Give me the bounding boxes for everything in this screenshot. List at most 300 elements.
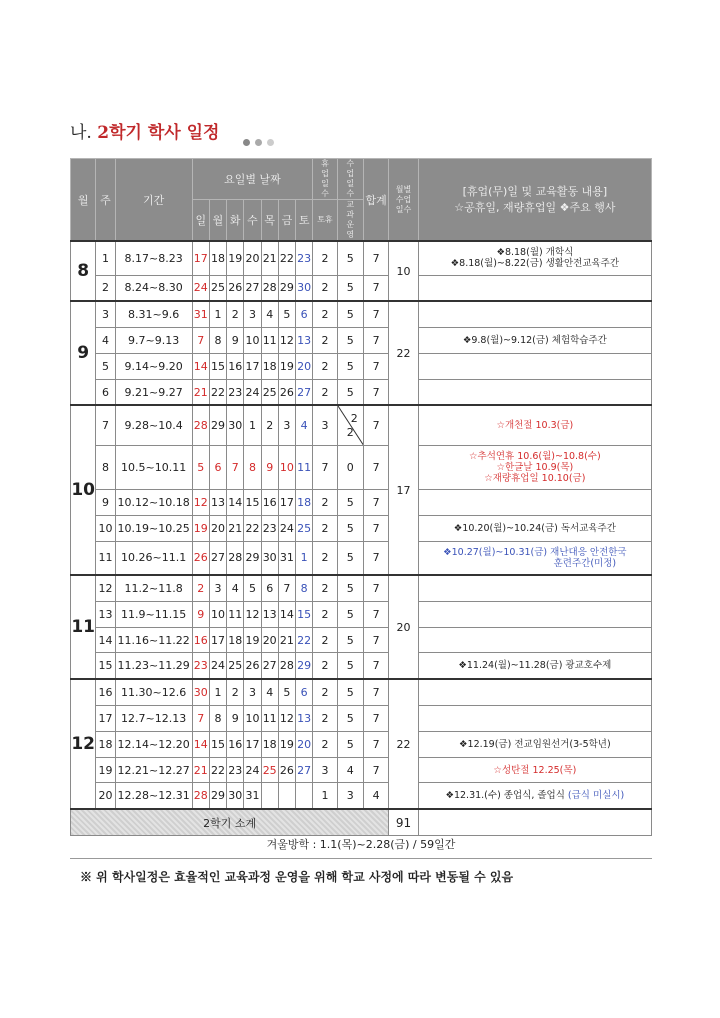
class-days-cell: 5 — [337, 601, 363, 627]
event-cell — [418, 301, 651, 327]
date-cell: 27 — [296, 757, 313, 783]
total-cell: 7 — [363, 515, 388, 541]
date-cell: 5 — [278, 679, 295, 705]
period-cell: 9.7~9.13 — [115, 328, 192, 354]
total-cell: 7 — [363, 653, 388, 679]
period-cell: 9.21~9.27 — [115, 379, 192, 405]
date-cell: 16 — [192, 627, 209, 653]
table-row — [71, 757, 652, 783]
total-cell: 7 — [363, 679, 388, 705]
date-cell: 20 — [296, 731, 313, 757]
date-cell: 20 — [261, 627, 278, 653]
date-cell: 23 — [227, 757, 244, 783]
date-cell: 21 — [227, 515, 244, 541]
section-title-text: 2학기 학사 일정 — [97, 123, 220, 143]
table-row — [71, 783, 652, 809]
date-cell: 3 — [278, 405, 295, 445]
date-cell: 9 — [261, 445, 278, 489]
period-cell: 12.7~12.13 — [115, 706, 192, 732]
class-days-cell: 4 — [337, 757, 363, 783]
week-cell: 9 — [96, 489, 115, 515]
week-cell: 18 — [96, 731, 115, 757]
date-cell: 20 — [244, 241, 261, 275]
class-days-cell: 5 — [337, 679, 363, 705]
date-cell: 6 — [209, 445, 226, 489]
section-title — [70, 118, 219, 143]
total-cell: 7 — [363, 489, 388, 515]
date-cell: 29 — [209, 783, 226, 809]
date-cell: 24 — [209, 653, 226, 679]
weekday-sat: 토 — [296, 200, 313, 242]
week-cell: 12 — [96, 575, 115, 601]
holiday-days-cell: 3 — [313, 757, 337, 783]
month-cell: 9 — [71, 301, 96, 405]
date-cell: 12 — [278, 706, 295, 732]
week-cell: 14 — [96, 627, 115, 653]
total-cell: 7 — [363, 241, 388, 275]
event-line: ❖8.18(월)~8.22(금) 생활안전교육주간 — [450, 258, 620, 270]
week-cell: 10 — [96, 515, 115, 541]
date-cell: 3 — [244, 679, 261, 705]
date-cell: 11 — [261, 706, 278, 732]
event-cell — [418, 601, 651, 627]
date-cell: 30 — [192, 679, 209, 705]
date-cell: 25 — [261, 757, 278, 783]
dot-1 — [243, 139, 250, 146]
date-cell: 8 — [209, 706, 226, 732]
month-cell: 11 — [71, 575, 96, 679]
date-cell: 11 — [227, 601, 244, 627]
date-cell: 2 — [192, 575, 209, 601]
date-cell: 1 — [296, 541, 313, 575]
event-text: ❖12.31.(수) 종업식, 졸업식 — [445, 790, 568, 802]
weekday-wed: 수 — [244, 200, 261, 242]
class-days-cell: 5 — [337, 275, 363, 301]
event-cell — [418, 541, 651, 575]
date-cell: 22 — [209, 757, 226, 783]
date-cell: 23 — [296, 241, 313, 275]
header-days-by-weekday: 요일별 날짜 — [192, 159, 313, 200]
date-cell: 19 — [192, 515, 209, 541]
week-cell: 6 — [96, 379, 115, 405]
date-cell: 2 — [227, 679, 244, 705]
total-cell: 7 — [363, 541, 388, 575]
date-cell: 18 — [261, 731, 278, 757]
total-cell: 7 — [363, 601, 388, 627]
table-row — [71, 731, 652, 757]
class-days-cell: 3 — [337, 783, 363, 809]
date-cell: 14 — [227, 489, 244, 515]
week-cell: 16 — [96, 679, 115, 705]
week-cell: 11 — [96, 541, 115, 575]
date-cell: 21 — [192, 757, 209, 783]
date-cell — [296, 783, 313, 809]
date-cell: 8 — [209, 328, 226, 354]
date-cell: 5 — [192, 445, 209, 489]
date-cell: 16 — [227, 353, 244, 379]
date-cell: 3 — [209, 575, 226, 601]
holiday-days-cell: 2 — [313, 601, 337, 627]
date-cell: 19 — [227, 241, 244, 275]
holiday-days-cell: 2 — [313, 328, 337, 354]
date-cell: 2 — [261, 405, 278, 445]
date-cell: 25 — [209, 275, 226, 301]
date-cell: 14 — [192, 353, 209, 379]
event-text-note: (급식 미실시) — [567, 790, 625, 802]
date-cell: 20 — [296, 353, 313, 379]
subtotal-label: 2학기 소계 — [71, 809, 389, 835]
week-cell: 20 — [96, 783, 115, 809]
holiday-days-cell: 2 — [313, 541, 337, 575]
period-cell: 9.28~10.4 — [115, 405, 192, 445]
period-cell: 12.28~12.31 — [115, 783, 192, 809]
date-cell: 18 — [296, 489, 313, 515]
date-cell: 6 — [296, 679, 313, 705]
total-cell: 7 — [363, 379, 388, 405]
holiday-days-cell: 2 — [313, 275, 337, 301]
event-cell — [418, 241, 651, 275]
header-content-line2: ☆공휴일, 재량휴업일 ❖주요 행사 — [454, 200, 616, 214]
week-cell: 2 — [96, 275, 115, 301]
date-cell: 1 — [244, 405, 261, 445]
period-cell: 10.26~11.1 — [115, 541, 192, 575]
total-cell: 7 — [363, 445, 388, 489]
period-cell: 11.9~11.15 — [115, 601, 192, 627]
class-days-cell: 5 — [337, 706, 363, 732]
holiday-days-cell: 2 — [313, 679, 337, 705]
event-line: ☆추석연휴 10.6(월)~10.8(수) — [469, 450, 601, 462]
event-cell — [418, 627, 651, 653]
date-cell: 8 — [296, 575, 313, 601]
holiday-days-cell: 2 — [313, 627, 337, 653]
date-cell: 23 — [227, 379, 244, 405]
date-cell: 11 — [296, 445, 313, 489]
date-cell: 29 — [244, 541, 261, 575]
week-cell: 19 — [96, 757, 115, 783]
total-cell: 4 — [363, 783, 388, 809]
header-monthly-text: 월별 수업 일수 — [395, 184, 412, 214]
date-cell: 21 — [192, 379, 209, 405]
period-cell: 8.24~8.30 — [115, 275, 192, 301]
date-cell: 15 — [296, 601, 313, 627]
event-cell — [418, 757, 651, 783]
holiday-days-cell: 2 — [313, 241, 337, 275]
subtotal-value: 91 — [389, 809, 418, 835]
period-cell: 12.21~12.27 — [115, 757, 192, 783]
date-cell: 6 — [261, 575, 278, 601]
class-days-cell: 5 — [337, 301, 363, 327]
date-cell: 24 — [192, 275, 209, 301]
date-cell: 27 — [261, 653, 278, 679]
date-cell: 19 — [244, 627, 261, 653]
date-cell: 22 — [244, 515, 261, 541]
total-cell: 7 — [363, 275, 388, 301]
period-cell: 9.14~9.20 — [115, 353, 192, 379]
header-period: 기간 — [115, 159, 192, 242]
period-cell: 10.5~10.11 — [115, 445, 192, 489]
date-cell: 28 — [192, 405, 209, 445]
date-cell: 31 — [244, 783, 261, 809]
header-sat-off: 토휴 — [313, 200, 337, 242]
date-cell: 3 — [244, 301, 261, 327]
event-line: ❖11.24(월)~11.28(금) 광교호수제 — [458, 660, 612, 672]
date-cell: 26 — [192, 541, 209, 575]
date-cell: 17 — [209, 627, 226, 653]
total-cell: 7 — [363, 627, 388, 653]
event-line: ❖8.18(월) 개학식 — [496, 247, 574, 259]
date-cell: 1 — [209, 301, 226, 327]
header-week: 주 — [96, 159, 115, 242]
class-days-cell: 5 — [337, 328, 363, 354]
winter-vacation: 겨울방학 : 1.1(목)~2.28(금) / 59일간 — [70, 832, 652, 859]
event-line: ❖9.8(월)~9.12(금) 체험학습주간 — [462, 334, 607, 346]
header-class-days-text: 수업일수 — [346, 159, 355, 198]
weekday-fri: 금 — [278, 200, 295, 242]
weekday-mon: 월 — [209, 200, 226, 242]
date-cell: 18 — [209, 241, 226, 275]
dot-2 — [255, 139, 262, 146]
date-cell: 17 — [278, 489, 295, 515]
table-row — [71, 328, 652, 354]
date-cell: 4 — [261, 301, 278, 327]
weekday-thu: 목 — [261, 200, 278, 242]
event-cell — [418, 445, 651, 489]
class-days-cell: 5 — [337, 353, 363, 379]
event-cell — [418, 275, 651, 301]
event-line: ☆한글날 10.9(목) — [496, 461, 574, 473]
table-row — [71, 706, 652, 732]
date-cell: 23 — [261, 515, 278, 541]
event-line: ☆성탄절 12.25(목) — [493, 764, 577, 776]
date-cell: 30 — [227, 783, 244, 809]
date-cell: 25 — [296, 515, 313, 541]
date-cell: 2 — [227, 301, 244, 327]
holiday-days-cell: 2 — [313, 353, 337, 379]
holiday-days-cell: 2 — [313, 379, 337, 405]
date-cell: 30 — [227, 405, 244, 445]
total-cell: 7 — [363, 706, 388, 732]
event-line: 훈련주간(미정) — [553, 557, 617, 569]
table-row — [71, 575, 652, 601]
total-cell: 7 — [363, 575, 388, 601]
date-cell: 26 — [278, 379, 295, 405]
total-cell: 7 — [363, 405, 388, 445]
holiday-days-cell: 2 — [313, 515, 337, 541]
date-cell: 14 — [192, 731, 209, 757]
event-line: ☆개천절 10.3(금) — [496, 420, 574, 432]
holiday-days-cell: 1 — [313, 783, 337, 809]
month-cell: 8 — [71, 241, 96, 301]
header-month: 월 — [71, 159, 96, 242]
period-cell: 8.17~8.23 — [115, 241, 192, 275]
header-monthly-class-days — [389, 159, 418, 242]
week-cell: 4 — [96, 328, 115, 354]
table-row — [71, 405, 652, 445]
date-cell: 29 — [278, 275, 295, 301]
total-cell: 7 — [363, 731, 388, 757]
date-cell: 12 — [278, 328, 295, 354]
date-cell: 21 — [261, 241, 278, 275]
date-cell: 29 — [209, 405, 226, 445]
section-prefix: 나. — [70, 123, 92, 143]
date-cell: 13 — [296, 328, 313, 354]
date-cell: 24 — [244, 757, 261, 783]
header-total: 합계 — [363, 159, 388, 242]
header-self-run — [337, 200, 363, 242]
table-row — [71, 515, 652, 541]
date-cell: 22 — [209, 379, 226, 405]
date-cell: 25 — [227, 653, 244, 679]
event-cell — [418, 706, 651, 732]
class-days-cell: 5 — [337, 489, 363, 515]
weekday-tue: 화 — [227, 200, 244, 242]
period-cell: 11.23~11.29 — [115, 653, 192, 679]
week-cell: 7 — [96, 405, 115, 445]
class-days-split-cell — [337, 405, 363, 445]
date-cell: 27 — [209, 541, 226, 575]
split-top: 2 — [350, 411, 358, 425]
event-line: ❖10.20(월)~10.24(금) 독서교육주간 — [453, 522, 616, 534]
date-cell: 10 — [278, 445, 295, 489]
date-cell: 10 — [244, 328, 261, 354]
class-days-cell: 5 — [337, 515, 363, 541]
holiday-days-cell: 2 — [313, 706, 337, 732]
split-bottom: 2 — [346, 425, 354, 439]
table-row — [71, 489, 652, 515]
week-cell: 1 — [96, 241, 115, 275]
date-cell: 9 — [192, 601, 209, 627]
period-cell: 10.12~10.18 — [115, 489, 192, 515]
date-cell: 13 — [261, 601, 278, 627]
total-cell: 7 — [363, 353, 388, 379]
event-cell — [418, 731, 651, 757]
event-cell — [418, 489, 651, 515]
class-days-cell: 5 — [337, 379, 363, 405]
date-cell: 10 — [244, 706, 261, 732]
date-cell: 23 — [192, 653, 209, 679]
table-row — [71, 627, 652, 653]
event-line: ❖12.19(금) 전교임원선거(3-5학년) — [459, 738, 611, 750]
date-cell: 13 — [296, 706, 313, 732]
date-cell: 16 — [227, 731, 244, 757]
date-cell: 5 — [278, 301, 295, 327]
date-cell: 22 — [296, 627, 313, 653]
week-cell: 3 — [96, 301, 115, 327]
event-cell — [418, 328, 651, 354]
period-cell: 10.19~10.25 — [115, 515, 192, 541]
holiday-days-cell: 2 — [313, 731, 337, 757]
date-cell: 26 — [244, 653, 261, 679]
weekday-sun: 일 — [192, 200, 209, 242]
week-cell: 8 — [96, 445, 115, 489]
date-cell: 19 — [278, 731, 295, 757]
table-row — [71, 379, 652, 405]
date-cell: 10 — [209, 601, 226, 627]
date-cell: 21 — [278, 627, 295, 653]
event-cell — [418, 679, 651, 705]
class-days-cell: 5 — [337, 627, 363, 653]
date-cell — [278, 783, 295, 809]
date-cell: 5 — [244, 575, 261, 601]
date-cell: 24 — [244, 379, 261, 405]
header-content-line1: [휴업(무)일 및 교육활동 내용] — [462, 184, 608, 198]
date-cell: 29 — [296, 653, 313, 679]
period-cell: 8.31~9.6 — [115, 301, 192, 327]
class-days-cell: 5 — [337, 241, 363, 275]
month-cell: 10 — [71, 405, 96, 575]
event-cell — [418, 653, 651, 679]
monthly-class-days-cell: 10 — [389, 241, 418, 301]
date-cell: 4 — [227, 575, 244, 601]
date-cell: 28 — [278, 653, 295, 679]
monthly-class-days-cell: 22 — [389, 679, 418, 809]
date-cell: 26 — [227, 275, 244, 301]
total-cell: 7 — [363, 757, 388, 783]
date-cell: 30 — [296, 275, 313, 301]
header-content — [418, 159, 651, 242]
table-row — [71, 541, 652, 575]
date-cell: 11 — [261, 328, 278, 354]
date-cell: 26 — [278, 757, 295, 783]
date-cell: 27 — [296, 379, 313, 405]
date-cell: 4 — [296, 405, 313, 445]
table-row — [71, 353, 652, 379]
title-dots — [243, 131, 279, 150]
table-row — [71, 445, 652, 489]
table-row — [71, 301, 652, 327]
class-days-cell: 5 — [337, 575, 363, 601]
week-cell: 13 — [96, 601, 115, 627]
date-cell: 7 — [192, 706, 209, 732]
total-cell: 7 — [363, 301, 388, 327]
date-cell: 24 — [278, 515, 295, 541]
date-cell: 9 — [227, 706, 244, 732]
date-cell: 12 — [244, 601, 261, 627]
date-cell: 28 — [261, 275, 278, 301]
header-self-text: 교과 운영 — [346, 200, 355, 239]
date-cell: 17 — [244, 353, 261, 379]
date-cell: 13 — [209, 489, 226, 515]
week-cell: 5 — [96, 353, 115, 379]
period-cell: 11.30~12.6 — [115, 679, 192, 705]
event-cell — [418, 379, 651, 405]
date-cell: 20 — [209, 515, 226, 541]
date-cell: 15 — [209, 353, 226, 379]
date-cell — [261, 783, 278, 809]
date-cell: 8 — [244, 445, 261, 489]
date-cell: 19 — [278, 353, 295, 379]
period-cell: 12.14~12.20 — [115, 731, 192, 757]
holiday-days-cell: 7 — [313, 445, 337, 489]
holiday-days-cell: 3 — [313, 405, 337, 445]
date-cell: 17 — [244, 731, 261, 757]
date-cell: 22 — [278, 241, 295, 275]
event-cell — [418, 405, 651, 445]
footnote: ※ 위 학사일정은 효율적인 교육과정 운영을 위해 학교 사정에 따라 변동될 수 있음 — [80, 870, 514, 884]
table-row — [71, 653, 652, 679]
header-holiday-days — [313, 159, 337, 200]
date-cell: 4 — [261, 679, 278, 705]
date-cell: 28 — [192, 783, 209, 809]
date-cell: 9 — [227, 328, 244, 354]
header-class-days — [337, 159, 363, 200]
class-days-cell: 5 — [337, 541, 363, 575]
date-cell: 7 — [227, 445, 244, 489]
date-cell: 14 — [278, 601, 295, 627]
table-row — [71, 241, 652, 275]
date-cell: 7 — [278, 575, 295, 601]
event-cell — [418, 575, 651, 601]
